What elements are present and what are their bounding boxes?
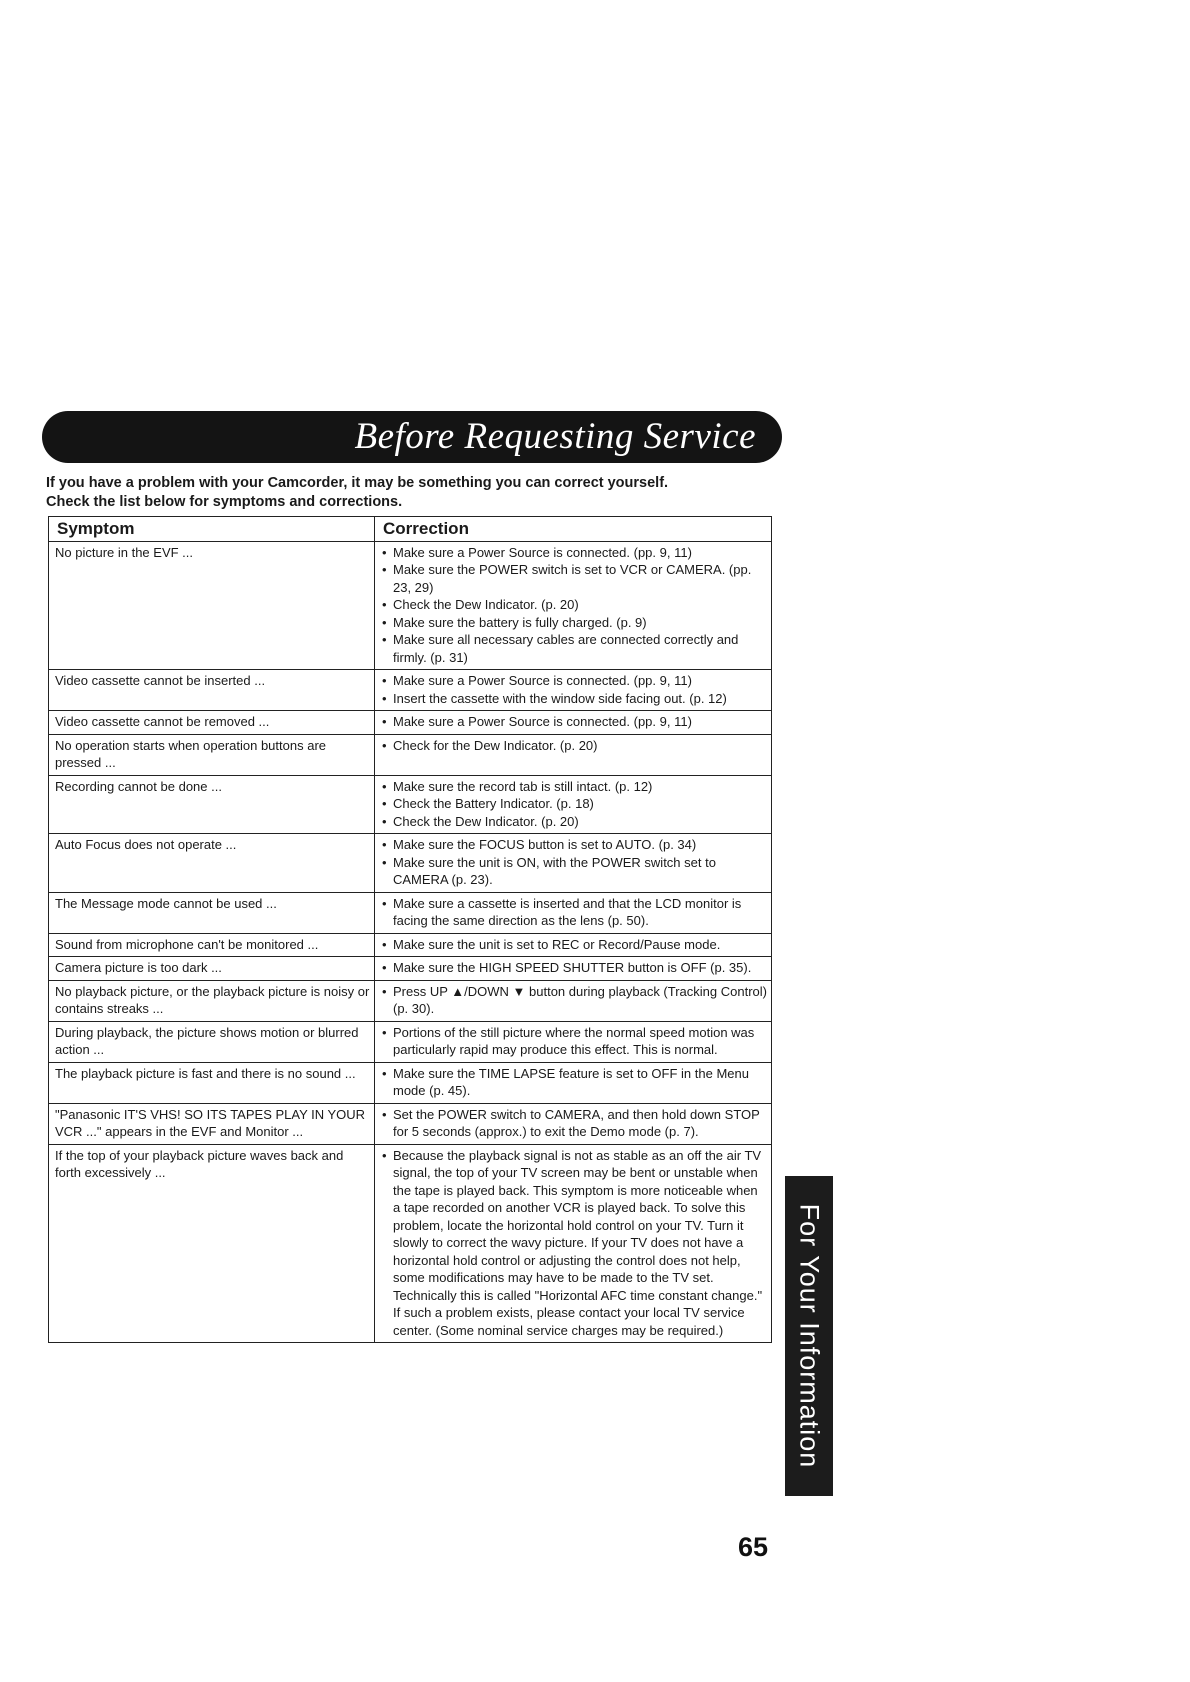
table-row <box>49 1021 772 1062</box>
correction-item: • Check for the Dew Indicator. (p. 20) <box>381 737 767 755</box>
correction-item: • Make sure a cassette is inserted and that the LCD monitor is facing the same direction as the lens (p. 50). <box>381 895 767 930</box>
table-row <box>49 1103 772 1144</box>
correction-cell <box>375 1021 772 1062</box>
correction-item: • Portions of the still picture where the normal speed motion was particularly rapid may produce this effect. This is normal. <box>381 1024 767 1059</box>
correction-cell <box>375 711 772 735</box>
correction-list <box>381 959 767 977</box>
table-row <box>49 541 772 670</box>
correction-list <box>381 1024 767 1059</box>
symptom-cell: No playback picture, or the playback picture is noisy or contains streaks ... <box>49 980 375 1021</box>
correction-list <box>381 544 767 667</box>
intro-line-2: Check the list below for symptoms and corrections. <box>46 494 403 510</box>
correction-item: • Make sure a Power Source is connected. (pp. 9, 11) <box>381 672 767 690</box>
correction-list <box>381 778 767 831</box>
table-row <box>49 1062 772 1103</box>
side-tab <box>785 1176 833 1496</box>
correction-item: • Make sure the unit is set to REC or Record/Pause mode. <box>381 936 767 954</box>
table-row <box>49 670 772 711</box>
table-row <box>49 1144 772 1343</box>
side-tab-label: For Your Information <box>794 1203 825 1469</box>
correction-list <box>381 936 767 954</box>
correction-item: • Make sure the battery is fully charged. (p. 9) <box>381 614 767 632</box>
correction-cell <box>375 734 772 775</box>
symptom-cell: Sound from microphone can't be monitored ... <box>49 933 375 957</box>
correction-cell <box>375 1144 772 1343</box>
correction-item: • Make sure a Power Source is connected. (pp. 9, 11) <box>381 544 767 562</box>
correction-list <box>381 713 767 731</box>
correction-item: • Insert the cassette with the window side facing out. (p. 12) <box>381 690 767 708</box>
table-row <box>49 775 772 834</box>
correction-cell <box>375 541 772 670</box>
table-row <box>49 711 772 735</box>
table-row <box>49 957 772 981</box>
correction-header: Correction <box>375 517 772 542</box>
correction-item: • Make sure the FOCUS button is set to AUTO. (p. 34) <box>381 836 767 854</box>
correction-cell <box>375 775 772 834</box>
correction-cell <box>375 1103 772 1144</box>
table-row <box>49 734 772 775</box>
table-header-row <box>49 517 772 542</box>
correction-item: • Because the playback signal is not as stable as an off the air TV signal, the top of your TV screen may be bent or unstable when the tape is played back. This symptom is more noticeable when a tape recorded on another VCR is played back. To solve this problem, locate the horizontal hold control on your TV. Turn it slowly to correct the wavy picture. If your TV does not have a horizontal hold control or adjusting the control does not help, some modifications may have to be made to the TV set. Technically this is called "Horizontal AFC time constant change." If such a problem exists, please contact your local TV service center. (Some nominal service charges may be required.) <box>381 1147 767 1340</box>
correction-item: • Make sure the unit is ON, with the POWER switch set to CAMERA (p. 23). <box>381 854 767 889</box>
correction-cell <box>375 892 772 933</box>
intro-text <box>46 474 776 512</box>
correction-item: • Make sure all necessary cables are connected correctly and firmly. (p. 31) <box>381 631 767 666</box>
correction-list <box>381 895 767 930</box>
correction-cell <box>375 1062 772 1103</box>
table-body <box>49 541 772 1343</box>
correction-cell <box>375 834 772 893</box>
correction-cell <box>375 933 772 957</box>
correction-item: • Press UP ▲/DOWN ▼ button during playback (Tracking Control) (p. 30). <box>381 983 767 1018</box>
symptom-cell: No operation starts when operation buttons are pressed ... <box>49 734 375 775</box>
correction-list <box>381 1147 767 1340</box>
symptom-cell: Recording cannot be done ... <box>49 775 375 834</box>
symptom-header: Symptom <box>49 517 375 542</box>
symptom-cell: Camera picture is too dark ... <box>49 957 375 981</box>
symptom-cell: Auto Focus does not operate ... <box>49 834 375 893</box>
symptom-cell: The Message mode cannot be used ... <box>49 892 375 933</box>
correction-item: • Check the Dew Indicator. (p. 20) <box>381 813 767 831</box>
correction-item: • Make sure a Power Source is connected. (pp. 9, 11) <box>381 713 767 731</box>
correction-cell <box>375 957 772 981</box>
page-number: 65 <box>738 1532 769 1562</box>
symptom-cell: No picture in the EVF ... <box>49 541 375 670</box>
symptom-cell: If the top of your playback picture waves back and forth excessively ... <box>49 1144 375 1343</box>
troubleshooting-table <box>48 516 772 1343</box>
table-row <box>49 834 772 893</box>
table-row <box>49 933 772 957</box>
correction-item: • Make sure the TIME LAPSE feature is set to OFF in the Menu mode (p. 45). <box>381 1065 767 1100</box>
section-banner <box>42 411 782 463</box>
table-row <box>49 892 772 933</box>
correction-list <box>381 983 767 1018</box>
correction-item: • Make sure the POWER switch is set to VCR or CAMERA. (pp. 23, 29) <box>381 561 767 596</box>
table-row <box>49 980 772 1021</box>
correction-list <box>381 672 767 707</box>
correction-item: • Make sure the record tab is still intact. (p. 12) <box>381 778 767 796</box>
symptom-cell: Video cassette cannot be removed ... <box>49 711 375 735</box>
symptom-cell: During playback, the picture shows motion or blurred action ... <box>49 1021 375 1062</box>
correction-cell <box>375 980 772 1021</box>
correction-cell <box>375 670 772 711</box>
symptom-cell: Video cassette cannot be inserted ... <box>49 670 375 711</box>
correction-item: • Set the POWER switch to CAMERA, and then hold down STOP for 5 seconds (approx.) to exit the Demo mode (p. 7). <box>381 1106 767 1141</box>
symptom-cell: The playback picture is fast and there is no sound ... <box>49 1062 375 1103</box>
correction-item: • Make sure the HIGH SPEED SHUTTER button is OFF (p. 35). <box>381 959 767 977</box>
correction-list <box>381 737 767 755</box>
symptom-cell: "Panasonic IT'S VHS! SO ITS TAPES PLAY IN YOUR VCR ..." appears in the EVF and Monitor ... <box>49 1103 375 1144</box>
correction-item: • Check the Dew Indicator. (p. 20) <box>381 596 767 614</box>
correction-item: • Check the Battery Indicator. (p. 18) <box>381 795 767 813</box>
page-title: Before Requesting Service <box>354 416 756 457</box>
correction-list <box>381 836 767 889</box>
intro-line-1: If you have a problem with your Camcorder, it may be something you can correct yourself. <box>46 475 669 491</box>
correction-list <box>381 1106 767 1141</box>
correction-list <box>381 1065 767 1100</box>
